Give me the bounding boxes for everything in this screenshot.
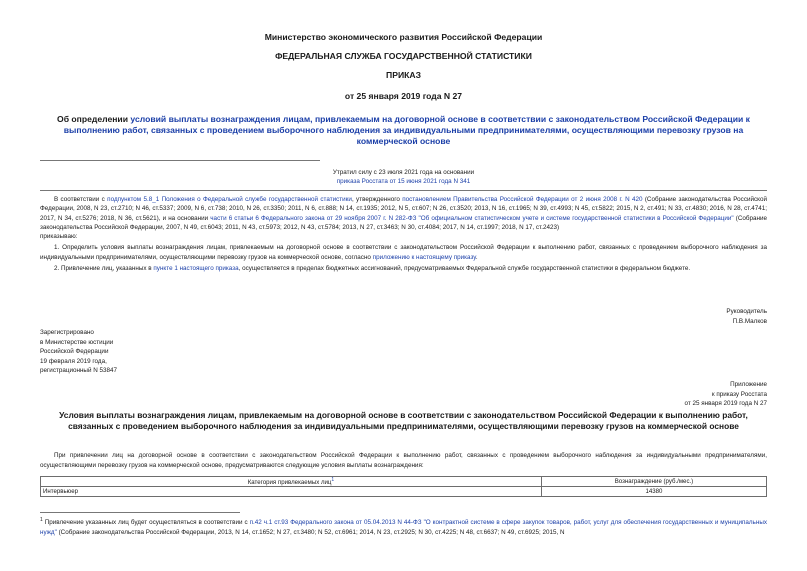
preamble-text-1: В соответствии с — [54, 196, 108, 203]
reward-table — [40, 476, 767, 497]
annex-text: При привлечении лиц на договорной основе в соответствии с законодательством Российской Федерации к выполнению работ, связанных с проведением выборочного наблюдения за индивидуальными предпринимателями, осуществляющими перевозку грузов на коммерческой основе, предусматриваются следующие условия выплаты вознаграждения: — [40, 452, 767, 469]
doc-date-number: от 25 января 2019 года N 27 — [344, 91, 463, 101]
divider-short — [40, 160, 320, 161]
doc-title-prefix: Об определении — [57, 114, 131, 124]
signature-name: П.В.Малков — [732, 317, 767, 325]
preamble-link-3[interactable]: части 6 статьи 6 Федерального закона от 29 ноября 2007 г. N 282-ФЗ "Об официальном статистическом учете и системе государственной статистики в Российской Федерации" — [210, 214, 734, 222]
registration-line: в Министерстве юстиции — [40, 338, 114, 346]
doc-title-link[interactable]: условий выплаты вознаграждения лицам, привлекаемым на договорной основе в соответствии с законодательством Российской Федерации к выполнению работ, связанных с проведением выборочного наблюдения за индивидуальными предпринимателями, осуществляющими перевозку грузов на коммерческой основе — [63, 114, 750, 146]
item-1 — [40, 243, 767, 262]
preamble-link-1[interactable]: подпунктом 5.8_1 Положения о Федеральной службе государственной статистики — [107, 196, 352, 203]
table-row — [41, 487, 767, 497]
table-header-category — [41, 477, 542, 487]
doc-title — [40, 114, 767, 147]
doc-type: ПРИКАЗ — [386, 70, 421, 80]
divider-full — [40, 190, 767, 191]
item-2-end: , осуществляется в пределах бюджетных ассигнований, предусматриваемых Федеральной службе государственной статистики в федеральном бюджете. — [238, 265, 691, 273]
table-cell-category: Интервьюер — [41, 487, 542, 497]
orders-word: приказываю: — [40, 233, 78, 241]
preamble-text-3: (Собрание законодательства Российской Федерации, 2008, N 23, ст.2710; N 46, ст.5337; 2009, N 6, ст.738; 2010, N 26, ст.3350; 2011, N 6, ст.888; N 14, ст.1935; 2012, N 5, ст.607; N 26, ст.3520; 2013, N 16, ст.1965; N 39, ст.4993; N 45, ст.5822; 2015, N 2, ст.491; N 33, ст.4830; 2016, N 28, ст.4741; 2017, N 34, ст.5276; 2018, N 36, ст.5621), и на основании — [40, 196, 768, 222]
annex-line: к приказу Росстата — [711, 390, 767, 398]
table-header-reward: Вознаграждение (руб./мес.) — [541, 477, 766, 487]
item-1-end: . — [475, 253, 478, 261]
table-cell-reward: 14380 — [541, 487, 766, 497]
footnote-mark: 1 — [40, 517, 43, 523]
preamble-text-4: (Собрание законодательства Российской Федерации, 2007, N 49, ст.6043; 2011, N 43, ст.5973; 2012, N 43, ст.5784; 2013, N 27, ст.3463; N 30, ст.4084; 2017, N 14, ст.1997; 2018, N 17, ст.2423) — [40, 214, 767, 231]
item-2 — [40, 264, 767, 273]
signature-role: Руководитель — [726, 308, 767, 315]
footnote-link[interactable]: п.42 ч.1 ст.93 Федерального закона от 05.04.2013 N 44-ФЗ "О контрактной системе в сфере закупок товаров, работ, услуг для обеспечения государственных и муниципальных нужд" — [40, 519, 767, 536]
ministry-name: Министерство экономического развития Российской Федерации — [264, 32, 543, 42]
annex-header — [684, 380, 767, 409]
annex-line: Приложение — [730, 381, 767, 388]
footnote-text-2: (Собрание законодательства Российской Федерации, 2013, N 14, ст.1652; N 27, ст.3480; N 52, ст.6961; 2014, N 23, ст.2925; N 30, ст.4225; N 48, ст.6637; N 49, ст.6925; 2015, N — [56, 528, 565, 536]
signature-block — [726, 307, 767, 326]
lost-force-note — [40, 168, 767, 186]
registration-line: 19 февраля 2019 года, — [40, 357, 107, 365]
footnote — [40, 516, 767, 537]
lost-force-text: Утратил силу с 23 июля 2021 года на основании — [332, 169, 475, 176]
registration-block — [40, 328, 117, 376]
registration-line: регистрационный N 53847 — [40, 367, 118, 374]
item-1-text: 1. Определить условия выплаты вознаграждения лицам, привлекаемым на договорной основе в соответствии с законодательством Российской Федерации к выполнению работ, связанных с проведением выборочного наблюдения за индивидуальными предпринимателями, осуществляющими перевозку грузов на коммерческой основе, согласно — [40, 244, 767, 261]
annex-title: Условия выплаты вознаграждения лицам, привлекаемым на договорной основе в соответствии с законодательством Российской Федерации к выполнению работ, связанных с проведением выборочного наблюдения за индивидуальными предпринимателями, осуществляющими перевозку грузов на коммерческой основе — [59, 410, 748, 431]
table-header-category-text: Категория привлекаемых лиц — [247, 479, 332, 487]
service-name: ФЕДЕРАЛЬНАЯ СЛУЖБА ГОСУДАРСТВЕННОЙ СТАТИСТИКИ — [275, 51, 532, 61]
registration-line: Зарегистрировано — [40, 329, 94, 336]
preamble-paragraph — [40, 195, 767, 232]
lost-force-link[interactable]: приказа Росстата от 15 июня 2021 года N 341 — [336, 178, 471, 185]
footnote-text-1: Привлечение указанных лиц будет осуществляться в соответствии с — [42, 519, 250, 527]
annex-line: от 25 января 2019 года N 27 — [684, 400, 767, 407]
preamble-link-2[interactable]: постановлением Правительства Российской Федерации от 2 июня 2008 г. N 420 — [402, 196, 643, 203]
footnote-ref[interactable]: 1 — [331, 477, 335, 483]
preamble-text-2: , утвержденного — [351, 196, 403, 203]
order-body — [40, 195, 767, 273]
registration-line: Российской Федерации — [40, 348, 109, 355]
table-header-row — [41, 477, 767, 487]
item-2-link[interactable]: пункте 1 настоящего приказа — [153, 265, 239, 273]
item-2-text: 2. Привлечение лиц, указанных в — [54, 265, 154, 273]
footnote-divider — [40, 512, 240, 513]
document-page — [40, 32, 768, 536]
item-1-link[interactable]: приложению к настоящему приказу — [372, 253, 476, 261]
